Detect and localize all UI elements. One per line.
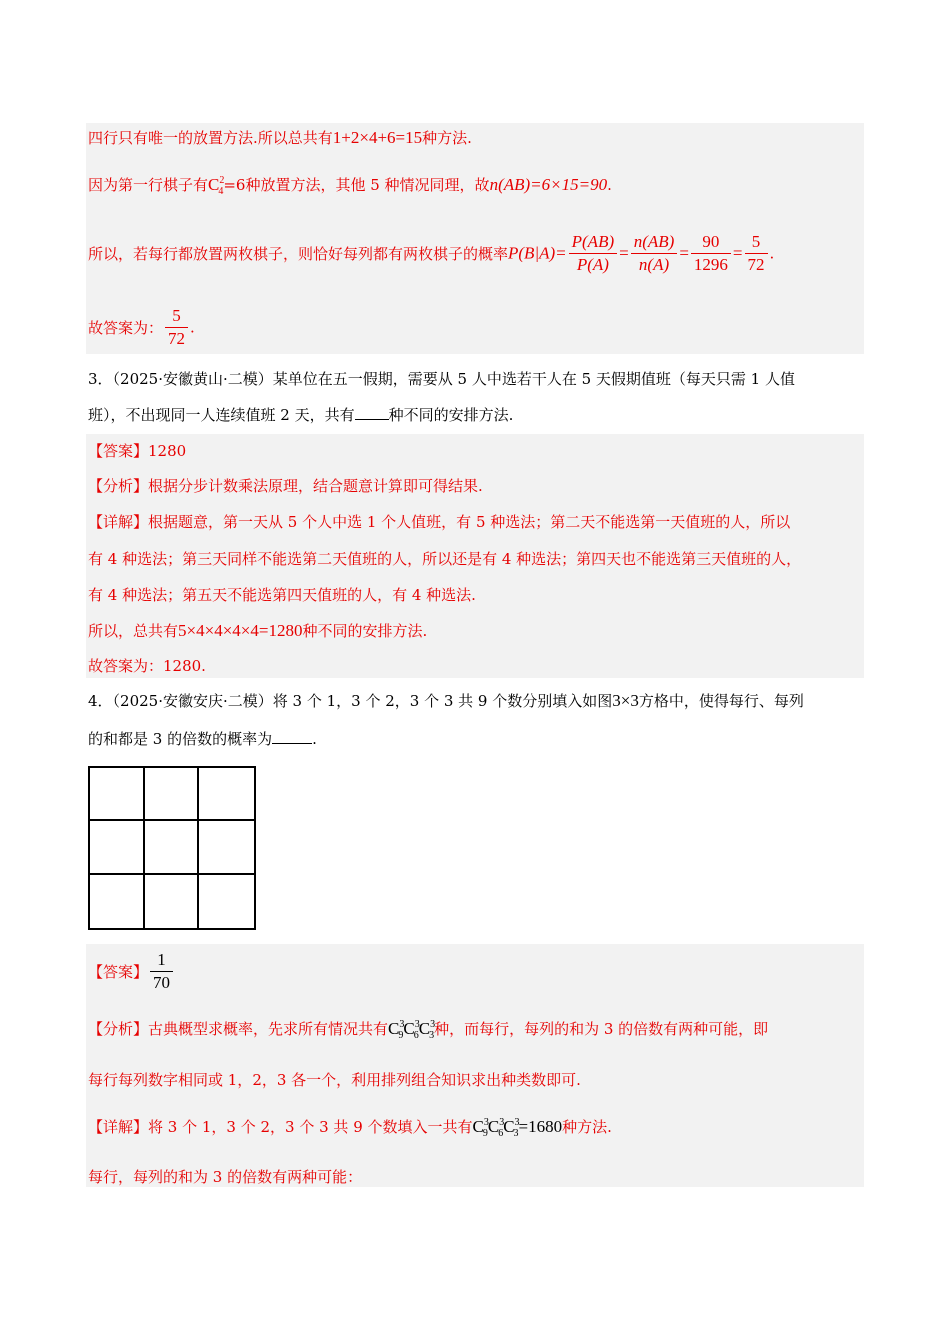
text: . xyxy=(607,176,612,194)
c-symbol: C xyxy=(503,1117,515,1136)
combinations xyxy=(388,1019,436,1041)
answer-value: 1280 xyxy=(148,442,187,460)
q3-analysis xyxy=(88,475,483,496)
solution-block-q4 xyxy=(86,944,864,1187)
answer-tag: 【答案】 xyxy=(88,963,149,981)
fraction xyxy=(745,232,768,275)
analysis-tag: 【分析】 xyxy=(88,1020,149,1038)
denominator: 72 xyxy=(747,255,765,274)
sub: 6 xyxy=(413,1030,419,1041)
q4-answer xyxy=(88,950,175,993)
text: 种不同的安排方法. xyxy=(302,622,428,640)
fraction xyxy=(691,232,731,275)
block1-line1 xyxy=(88,127,472,148)
text: 方格中，使得每行、每列 xyxy=(638,692,804,710)
math: =1680 xyxy=(518,1117,563,1136)
combinations xyxy=(472,1117,563,1139)
text: =6种放置方法，其他 5 种情况同理，故 xyxy=(223,176,490,194)
grid-cell xyxy=(145,821,200,874)
q4-analysis-1 xyxy=(88,1018,768,1041)
sup: 3 xyxy=(430,1019,436,1030)
grid-cell xyxy=(145,875,200,928)
c-symbol: C xyxy=(403,1019,415,1038)
numerator: 90 xyxy=(691,232,731,254)
text: 根据题意，第一天从 5 个人中选 1 个人值班，有 5 种选法；第二天不能选第一天值班的人，所以 xyxy=(148,513,791,531)
sup: 3 xyxy=(483,1117,489,1128)
math: 5×4×4×4×4=1280 xyxy=(178,621,303,640)
text: 将 3 个 1，3 个 2，3 个 3 共 9 个数填入一共有 xyxy=(148,1118,473,1136)
grid-cell xyxy=(199,768,254,821)
text: 4．（2025·安徽安庆·二模）将 3 个 1，3 个 2，3 个 3 共 9 个数分别填入如图 xyxy=(88,692,613,710)
sub: 9 xyxy=(398,1030,404,1041)
q4-line2 xyxy=(88,728,317,749)
denominator: 1296 xyxy=(693,255,728,274)
text: 种，而每行，每列的和为 3 的倍数有两种可能，即 xyxy=(434,1020,769,1038)
sup: 3 xyxy=(399,1019,405,1030)
denominator: 70 xyxy=(153,973,171,992)
c-symbol: C xyxy=(472,1117,484,1136)
grid-cell xyxy=(145,768,200,821)
q3-detail-3 xyxy=(88,584,476,605)
answer-tag: 【答案】 xyxy=(88,442,149,460)
text: 所以，若每行都放置两枚棋子，则恰好每列都有两枚棋子的概率 xyxy=(88,245,509,263)
q3-detail-4 xyxy=(88,620,427,641)
block1-answer xyxy=(88,306,195,349)
c-symbol: C xyxy=(487,1117,500,1136)
fraction xyxy=(569,232,617,275)
sub: 3 xyxy=(429,1030,435,1041)
sup: 2 xyxy=(219,175,225,186)
sub: 3 xyxy=(513,1128,519,1139)
q4-detail-1 xyxy=(88,1116,612,1139)
denominator: n(A) xyxy=(638,255,670,274)
text: 每行，每列的和为 3 的倍数有两种可能： xyxy=(88,1168,363,1186)
q3-detail-1 xyxy=(88,511,790,532)
text: 古典概型求概率，先求所有情况共有 xyxy=(148,1020,389,1038)
text: 四行只有唯一的放置方法.所以总共有 xyxy=(88,129,333,147)
text: 3．（2025·安徽黄山·二模）某单位在五一假期，需要从 5 人中选若干人在 5 天假期值班（每天只需 1 人值 xyxy=(88,370,795,388)
c-symbol: C xyxy=(208,175,220,194)
math: P(B|A)= xyxy=(508,243,567,263)
q3-answer xyxy=(88,440,186,461)
sup: 3 xyxy=(499,1117,505,1128)
numerator: 5 xyxy=(745,232,768,254)
answer-blank xyxy=(355,405,389,420)
sup: 3 xyxy=(414,1019,420,1030)
text: 的和都是 3 的倍数的概率为 xyxy=(88,730,273,748)
text: 故答案为： xyxy=(88,319,164,337)
grid-3x3-figure xyxy=(88,766,256,930)
detail-tag: 【详解】 xyxy=(88,1118,149,1136)
text: 种方法. xyxy=(562,1118,612,1136)
grid-cell xyxy=(90,821,145,874)
text: 每行每列数字相同或 1，2，3 各一个，利用排列组合知识求出种类数即可. xyxy=(88,1071,581,1089)
text: 根据分步计数乘法原理，结合题意计算即可得结果. xyxy=(148,477,483,495)
sup: 3 xyxy=(514,1117,520,1128)
block1-line3: 所以，若每行都放置两枚棋子，则恰好每列都有两枚棋子的概率P(B|A)= $\frac{P(AB)}{P(A)}$ = $\frac{n(AB)}{n(A)}$ = $\frac{90}{1296}$ = $\frac{5}{72}$ . xyxy=(88,232,775,274)
denominator: P(A) xyxy=(576,255,609,274)
q3-final xyxy=(88,655,206,676)
text: 种不同的安排方法. xyxy=(388,406,514,424)
math: 1+2×4+6=15 xyxy=(332,128,423,147)
math: 3×3 xyxy=(612,691,639,710)
sub: 9 xyxy=(482,1128,488,1139)
sub: 6 xyxy=(498,1128,504,1139)
q4-analysis-2 xyxy=(88,1069,581,1090)
combination xyxy=(208,175,225,197)
analysis-tag: 【分析】 xyxy=(88,477,149,495)
text: 有 4 种选法；第三天同样不能选第二天值班的人，所以还是有 4 种选法；第四天也不能选第三天值班的人， xyxy=(88,550,802,568)
text: 班），不出现同一人连续值班 2 天，共有 xyxy=(88,406,355,424)
denominator: 72 xyxy=(168,329,186,348)
answer-blank xyxy=(272,729,312,744)
text: 种方法. xyxy=(422,129,472,147)
text: . xyxy=(769,244,775,263)
text: 故答案为：1280. xyxy=(88,657,206,675)
grid-cell xyxy=(90,875,145,928)
math: n(AB)=6×15=90 xyxy=(489,175,608,194)
block1-line2 xyxy=(88,174,612,197)
c-symbol: C xyxy=(388,1019,400,1038)
grid-cell xyxy=(199,875,254,928)
grid-cell xyxy=(199,821,254,874)
numerator: 5 xyxy=(165,306,188,328)
q4-detail-2 xyxy=(88,1166,362,1187)
numerator: P(AB) xyxy=(569,232,617,254)
c-symbol: C xyxy=(418,1019,431,1038)
grid-cell xyxy=(90,768,145,821)
text: 有 4 种选法；第五天不能选第四天值班的人，有 4 种选法. xyxy=(88,586,476,604)
text: 所以，总共有 xyxy=(88,622,179,640)
text: 因为第一行棋子有 xyxy=(88,176,209,194)
text: . xyxy=(190,318,195,337)
q3-line1 xyxy=(88,368,795,389)
q3-line2 xyxy=(88,404,513,425)
q4-line1 xyxy=(88,690,804,711)
detail-tag: 【详解】 xyxy=(88,513,149,531)
text: . xyxy=(312,730,317,748)
numerator: 1 xyxy=(150,950,173,972)
numerator: n(AB) xyxy=(631,232,678,254)
fraction xyxy=(631,232,678,275)
fraction xyxy=(150,950,173,993)
q3-detail-2 xyxy=(88,548,801,569)
fraction xyxy=(165,306,188,349)
sub: 4 xyxy=(218,186,224,197)
